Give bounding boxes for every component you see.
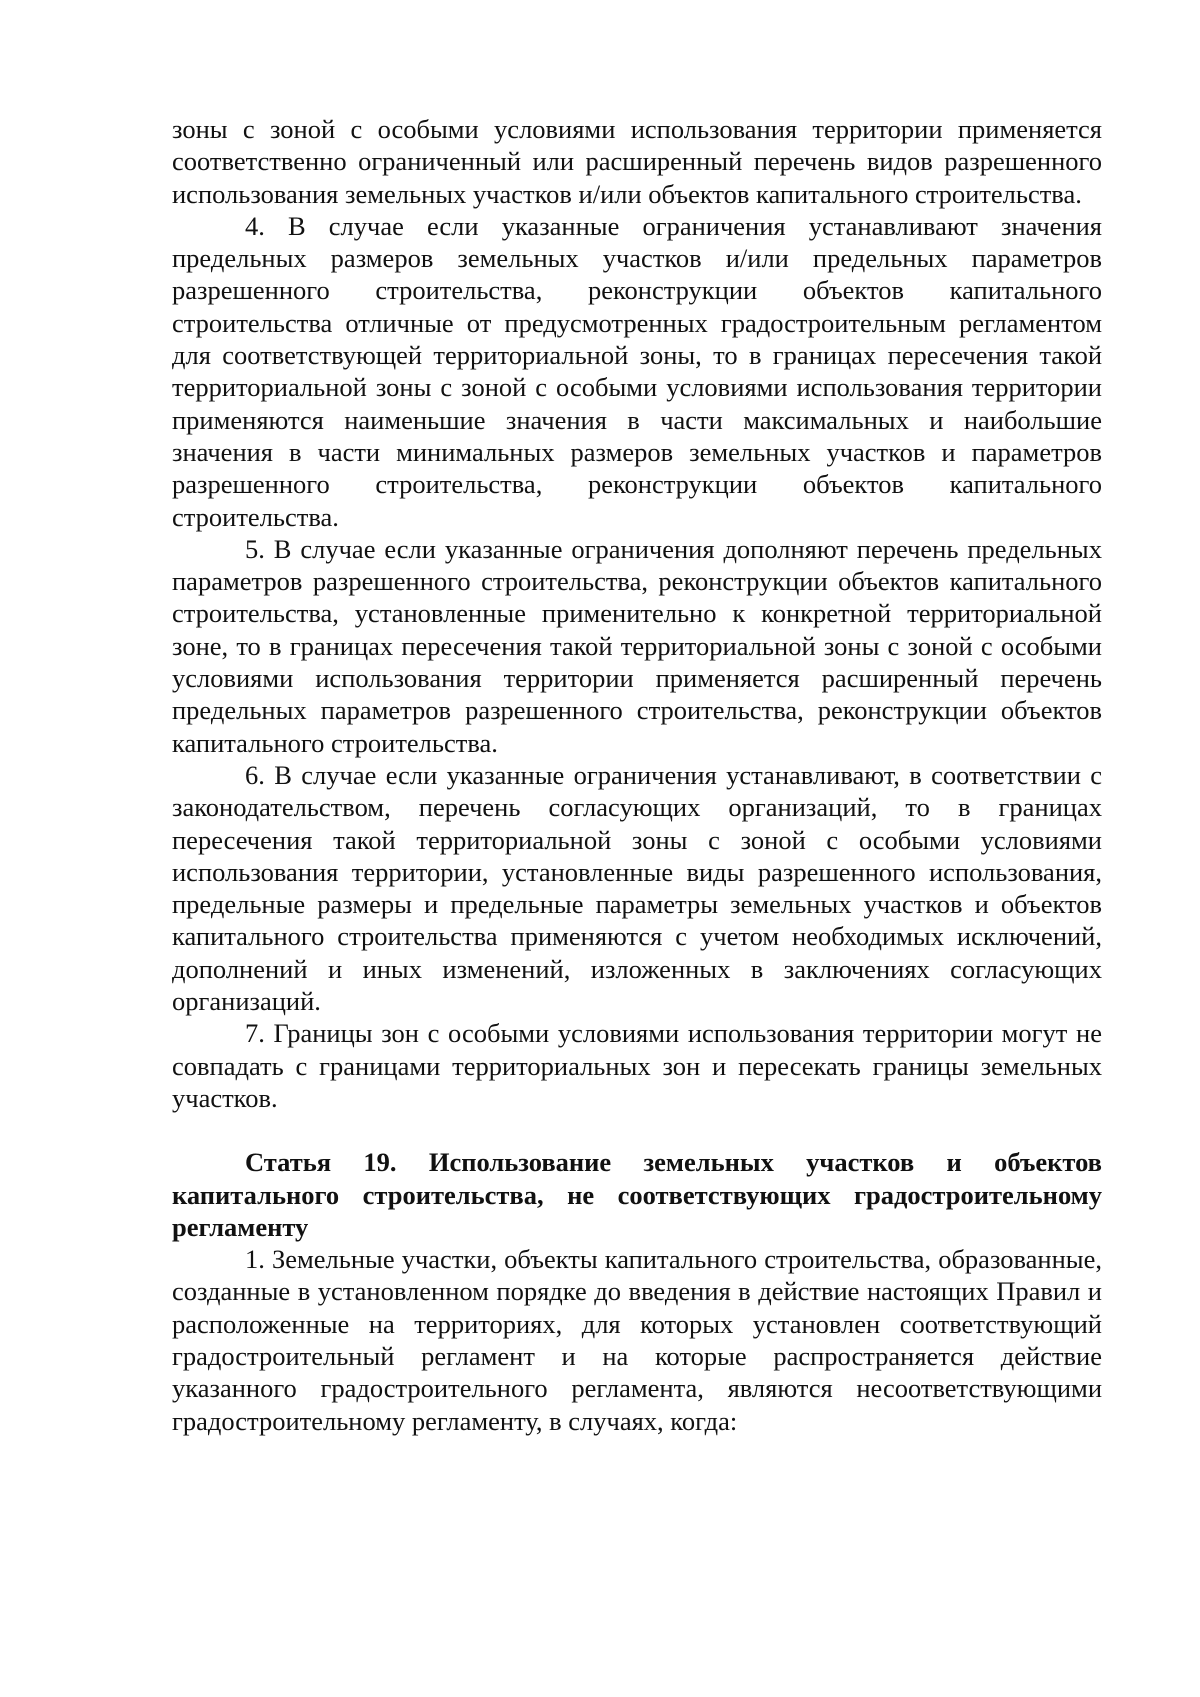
article-paragraph-1: 1. Земельные участки, объекты капитального строительства, образованные, созданные в установленном порядке до введения в действие настоящих Правил и расположенные на территориях, для которых установлен соответствующий градостроительный регламент и на которые распространяется действие указанного градостроительного регламента, являются несоответствующими градостроительному регламенту, в случаях, когда: [172, 1244, 1102, 1436]
paragraph-continuation: зоны с зоной с особыми условиями использования территории применяется соответственно ограниченный или расширенный перечень видов разрешенного использования земельных участков и/или объектов капитального строительства. [172, 114, 1102, 209]
paragraph-7: 7. Границы зон с особыми условиями использования территории могут не совпадать с границами территориальных зон и пересекать границы земельных участков. [172, 1018, 1102, 1113]
document-body [172, 113, 1102, 1437]
paragraph-6: 6. В случае если указанные ограничения устанавливают, в соответствии с законодательством, перечень согласующих организаций, то в границах пересечения такой территориальной зоны с зоной с особыми условиями использования территории, установленные виды разрешенного использования, предельные размеры и предельные параметры земельных участков и объектов капитального строительства применяются с учетом необходимых исключений, дополнений и иных изменений, изложенных в заключениях согласующих организаций. [172, 759, 1102, 1017]
paragraph-4: 4. В случае если указанные ограничения устанавливают значения предельных размеров земельных участков и/или предельных параметров разрешенного строительства, реконструкции объектов капитального строительства отличные от предусмотренных градостроительным регламентом для соответствующей территориальной зоны, то в границах пересечения такой территориальной зоны с зоной с особыми условиями использования территории применяются наименьшие значения в части максимальных и наибольшие значения в части минимальных размеров земельных участков и параметров разрешенного строительства, реконструкции объектов капитального строительства. [172, 210, 1102, 532]
article-heading: Статья 19. Использование земельных участков и объектов капитального строительства, не соответствующих градостроительному регламенту [172, 1147, 1102, 1242]
paragraph-5: 5. В случае если указанные ограничения дополняют перечень предельных параметров разрешенного строительства, реконструкции объектов капитального строительства, установленные применительно к конкретной территориальной зоне, то в границах пересечения такой территориальной зоны с зоной с особыми условиями использования территории применяется расширенный перечень предельных параметров разрешенного строительства, реконструкции объектов капитального строительства. [172, 533, 1102, 758]
